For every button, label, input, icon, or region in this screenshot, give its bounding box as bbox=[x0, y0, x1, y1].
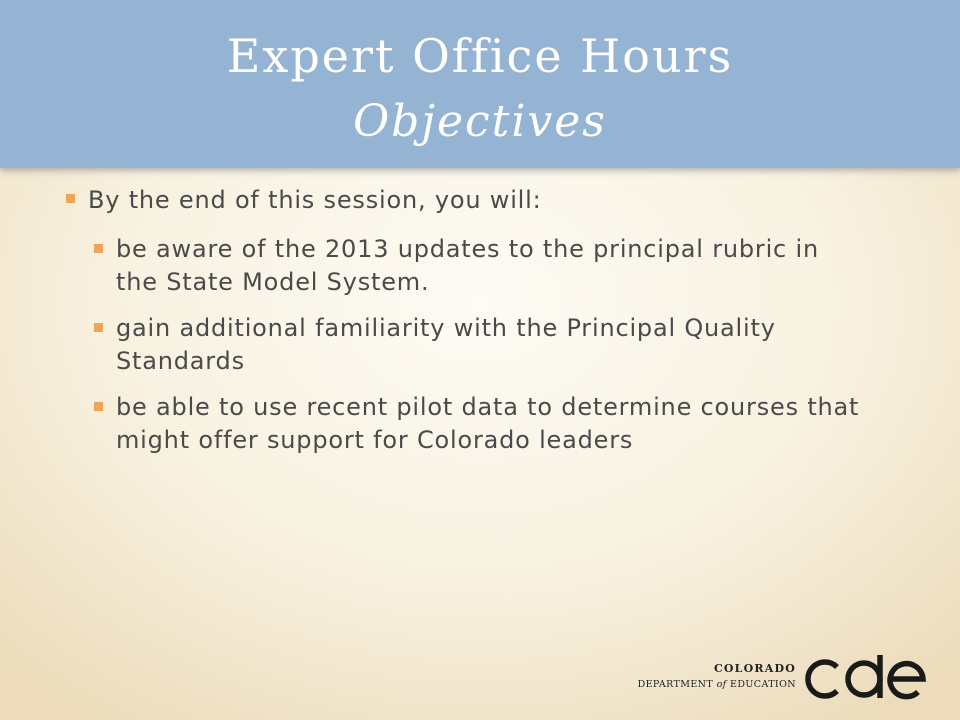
slide-subtitle: Objectives bbox=[353, 96, 607, 147]
slide-body bbox=[64, 180, 864, 457]
slide-title: Expert Office Hours bbox=[226, 29, 734, 83]
logo-colorado-text: COLORADO bbox=[713, 662, 796, 675]
cde-logo bbox=[637, 652, 928, 702]
bullet-intro-text: By the end of this session, you will: bbox=[88, 186, 542, 214]
bullet-item-2 bbox=[94, 312, 864, 378]
title-band bbox=[0, 0, 960, 168]
square-bullet-icon bbox=[94, 244, 103, 253]
bullet-item-text: gain additional familiarity with the Principal Quality Standards bbox=[116, 314, 776, 375]
bullet-item-text: be able to use recent pilot data to determine courses that might offer support for Colorado leaders bbox=[116, 393, 860, 454]
bullet-intro bbox=[64, 180, 864, 220]
bullet-item-3 bbox=[94, 391, 864, 457]
bullet-item-1 bbox=[94, 233, 864, 299]
square-bullet-icon bbox=[94, 323, 103, 332]
square-bullet-icon bbox=[94, 402, 103, 411]
logo-department-text: DEPARTMENT of EDUCATION bbox=[637, 679, 796, 690]
bullet-item-text: be aware of the 2013 updates to the principal rubric in the State Model System. bbox=[116, 235, 819, 296]
square-bullet-icon bbox=[66, 194, 75, 203]
cde-logo-mark-icon bbox=[804, 652, 928, 702]
